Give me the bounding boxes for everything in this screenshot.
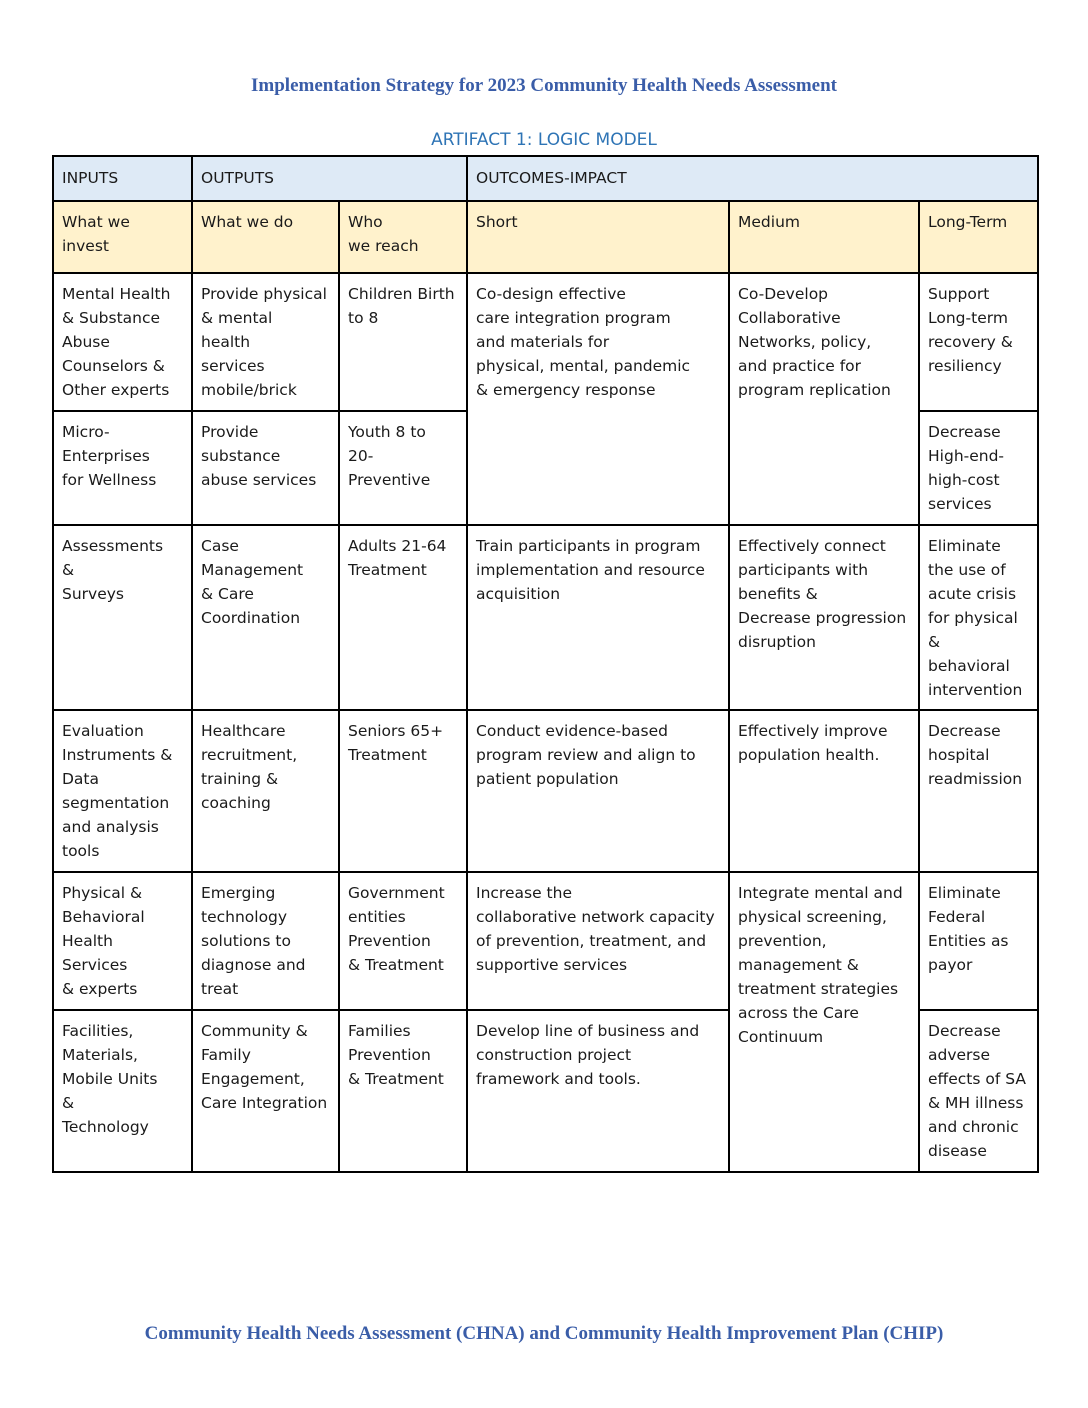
cell-medium: Effectively connect participants with benefits & Decrease progression disruption bbox=[729, 525, 919, 710]
cell-do: Provide substance abuse services bbox=[192, 411, 339, 525]
cell-do: Emerging technology solutions to diagnose and treat bbox=[192, 872, 339, 1010]
page-header: Implementation Strategy for 2023 Community Health Needs Assessment bbox=[251, 75, 837, 96]
cell-long-term: Decrease adverse effects of SA & MH illness and chronic disease bbox=[919, 1010, 1038, 1172]
logic-model-table bbox=[52, 155, 1039, 1173]
subheader-what-we-do: What we do bbox=[192, 201, 339, 273]
cell-invest: Evaluation Instruments & Data segmentation and analysis tools bbox=[53, 710, 192, 872]
subheader-short: Short bbox=[467, 201, 729, 273]
cell-long-term: Eliminate Federal Entities as payor bbox=[919, 872, 1038, 1010]
cell-reach: Seniors 65+ Treatment bbox=[339, 710, 467, 872]
page-footer: Community Health Needs Assessment (CHNA) and Community Health Improvement Plan (CHIP) bbox=[144, 1323, 944, 1344]
table-row bbox=[53, 525, 1038, 710]
cell-do: Healthcare recruitment, training & coaching bbox=[192, 710, 339, 872]
cell-medium: Co-Develop Collaborative Networks, policy, and practice for program replication bbox=[729, 273, 919, 525]
cell-short: Increase the collaborative network capacity of prevention, treatment, and supportive services bbox=[467, 872, 729, 1010]
cell-invest: Micro- Enterprises for Wellness bbox=[53, 411, 192, 525]
cell-reach: Families Prevention & Treatment bbox=[339, 1010, 467, 1172]
cell-do: Community & Family Engagement, Care Integration bbox=[192, 1010, 339, 1172]
table-row bbox=[53, 273, 1038, 411]
subheader-what-we-invest: What we invest bbox=[53, 201, 192, 273]
cell-do: Provide physical & mental health services mobile/brick bbox=[192, 273, 339, 411]
cell-do: Case Management & Care Coordination bbox=[192, 525, 339, 710]
cell-medium: Integrate mental and physical screening, prevention, management & treatment strategies across the Care Continuum bbox=[729, 872, 919, 1172]
cell-long-term: Support Long-term recovery & resiliency bbox=[919, 273, 1038, 411]
cell-invest: Assessments & Surveys bbox=[53, 525, 192, 710]
cell-long-term: Eliminate the use of acute crisis for physical & behavioral intervention bbox=[919, 525, 1038, 710]
cell-invest: Physical & Behavioral Health Services & experts bbox=[53, 872, 192, 1010]
cell-short: Co-design effective care integration program and materials for physical, mental, pandemic & emergency response bbox=[467, 273, 729, 525]
cell-medium: Effectively improve population health. bbox=[729, 710, 919, 872]
cell-invest: Mental Health & Substance Abuse Counselors & Other experts bbox=[53, 273, 192, 411]
table-row bbox=[53, 710, 1038, 872]
cell-reach: Children Birth to 8 bbox=[339, 273, 467, 411]
artifact-title: ARTIFACT 1: LOGIC MODEL bbox=[431, 130, 657, 150]
header-outcomes-impact: OUTCOMES-IMPACT bbox=[467, 156, 1038, 201]
cell-reach: Adults 21-64 Treatment bbox=[339, 525, 467, 710]
header-outputs: OUTPUTS bbox=[192, 156, 467, 201]
subheader-medium: Medium bbox=[729, 201, 919, 273]
cell-short: Conduct evidence-based program review and align to patient population bbox=[467, 710, 729, 872]
cell-reach: Youth 8 to 20- Preventive bbox=[339, 411, 467, 525]
cell-short: Train participants in program implementation and resource acquisition bbox=[467, 525, 729, 710]
subheader-who-we-reach: Who we reach bbox=[339, 201, 467, 273]
cell-long-term: Decrease High-end- high-cost services bbox=[919, 411, 1038, 525]
cell-invest: Facilities, Materials, Mobile Units & Technology bbox=[53, 1010, 192, 1172]
cell-long-term: Decrease hospital readmission bbox=[919, 710, 1038, 872]
sub-header-row bbox=[53, 201, 1038, 273]
group-header-row bbox=[53, 156, 1038, 201]
cell-short: Develop line of business and construction project framework and tools. bbox=[467, 1010, 729, 1172]
header-inputs: INPUTS bbox=[53, 156, 192, 201]
subheader-long-term: Long-Term bbox=[919, 201, 1038, 273]
cell-reach: Government entities Prevention & Treatment bbox=[339, 872, 467, 1010]
table-row bbox=[53, 872, 1038, 1010]
